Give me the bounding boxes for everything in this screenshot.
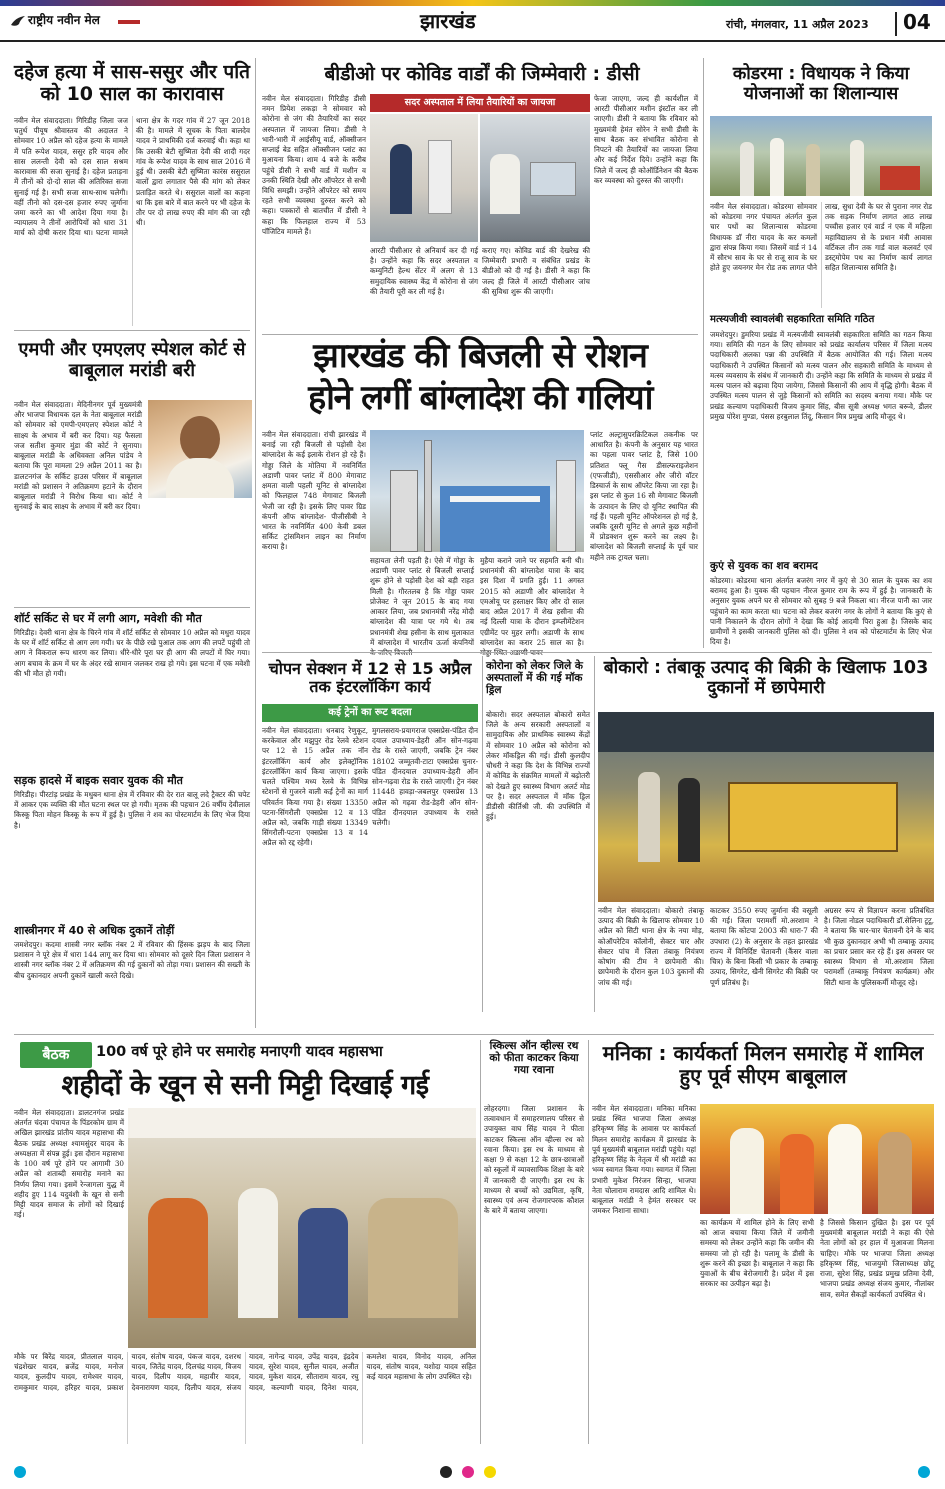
chopan-col2: मुगलसराय-प्रयागराज एक्सप्रेस-पंडित दीन दयाल उपाध्याय-डेहरी ऑन सोन-गढ़वा रोड के रास्ते जाएगी, जबकि ट्रेन नंबर 18102 जम्मूतवी-टाटा एक्सप्रेस चुनार-पंडित दीनदयाल उपाध्याय-डेहरी ऑन सोन-गढ़वा रोड के रास्ते जाएगी। ट्रेन नंबर 11448 हावड़ा-जबलपुर एक्सप्रेस 13 अप्रैल को गढ़वा रोड-डेहरी ऑन सोन-पंडित दीनदयाल उपाध्याय के रास्ते चलेगी। — [372, 726, 478, 827]
yadav-title: 100 वर्ष पूरे होने पर समारोह मनाएगी यादव महासभा — [96, 1044, 383, 1060]
dahej-headline: दहेज हत्या में सास-ससुर और पति को 10 साल का कारावास — [14, 61, 250, 105]
divider-bottom — [14, 1034, 934, 1035]
chopan-col1: नवीन मेल संवाददाता। धनबाद रेणुकूट, करकेवाल और मझुपुर रोड रेलवे स्टेशन पर 12 से 15 अप्रैल तक नॉन इंटरलॉकिंग कार्य और इलेक्ट्रॉनिक इंटरलॉकिंग कार्य किया जाएगा। इसके चलते पश्चिम मध्य रेलवे के विभिन्न स्टेशनों से गुजरने वाली कई ट्रेनों का मार्ग परिवर्तन किया गया है। संख्या 13350 पटना-सिंगरौली एक्सप्रेस 12 व 13 अप्रैल को, जबकि गाड़ी संख्या 13349 सिंगरौली-पटना एक्सप्रेस 13 व 14 अप्रैल को रद्द रहेगी। — [262, 726, 368, 848]
bdo-mid-col: कराए गए। कोविड वार्ड की देखरेख की जिम्मेवारी प्रभारी व संबंधित प्रखंड के बीडीओ को दी गई है। डीसी ने कहा कि जल्द ही जिले में आरटी पीसीआर जांच की सुविधा शुरू की जाएगी। — [482, 246, 590, 296]
page-divider — [895, 12, 897, 36]
power-plant-photo — [370, 430, 584, 552]
bokaro-col1: नवीन मेल संवाददाता। बोकारो तंबाकू उत्पाद की बिक्री के खिलाफ सोमवार 10 अप्रैल को सिटी थाना क्षेत्र के नया मोड़, कोऑपरेटिव कॉलोनी, सेक्टर चार और सेक्टर पांच में जिला तंबाकू नियंत्रण कोषांग की टीम ने छापेमारी की। छापेमारी के दौरान कुल 103 दुकानों की जांच की गई। — [598, 906, 704, 987]
matsya-subhead: मत्स्यजीवी स्वावलंबी सहकारिता समिति गठित — [710, 314, 875, 325]
manika-body2: का कार्यक्रम में शामिल होने के लिए सभी को आज बचाया किया जिले में जमीनी समस्या को लेकर उन्होंने कहा कि जमीन की समस्या जो हो रही है। पलामू के डीसी के शुरू करने की इच्छा है। बाबूलाल ने कहा कि युवाओं के बीच बेरोजगारी है। प्रदेश में इस सरकार का उत्पीड़न बढ़ा है। — [700, 1218, 814, 1289]
yadav-body: नवीन मेल संवाददाता। डालटनगंज प्रखंड अंतर्गत चंदवा पंचायत के पिंडरकोम ग्राम में अखिल झारखंड प्रांतीय यादव महासभा की बैठक प्रखंड अध्यक्ष श्यामसुंदर यादव के अध्यक्षता में संपन्न हुई। इस दौरान महासभा के 100 वर्ष पूरे होने पर आगामी 30 अप्रैल को शताब्दी समारोह मनाने का निर्णय लिया गया। इसमें रेन्जागला युद्ध में शहीद हुए 114 यदुवंशी के खून से सनी मिट्टी यादव समाज के लोगों को दिखाई गई। — [14, 1108, 124, 1220]
col-rule-right — [703, 58, 704, 648]
col-rule-left — [255, 58, 256, 1028]
divider-chopan — [262, 652, 932, 653]
col-rule-skills — [480, 1040, 481, 1444]
section-title: झारखंड — [420, 9, 476, 33]
yadav-headline: शहीदों के खून से सनी मिट्टी दिखाई गई — [61, 1070, 429, 1101]
short-circuit-body: गिरिडीह। देवरी थाना क्षेत्र के चिरने गांव में शॉर्ट सर्किट से सोमवार 10 अप्रैल को मधुरा यादव के घर में शॉर्ट सर्किट से आग लग गयी। घर के पीछे रखे पुआल तक आग की लपटें पहुंची तो आग ने विकराल रूप धारण कर लिया। धीरे-धीरे पूरा घर ही आग की लपटों में घिर गया। आग बचाव के क्रम में घर के अंदर रखे सामान जलकर राख हो गये। इस घटना में एक मवेशी की भी मौत हो गयी। — [14, 628, 250, 678]
koderma-body: नवीन मेल संवाददाता। कोडरमा सोमवार को कोडरमा नगर पंचायत अंतर्गत कुल चार पथों का शिलान्यास कोडरमा विधायक डॉ नीरा यादव के कर कमलों द्वारा संपन्न किया गया। जिसमें वार्ड नं 14 में सौरभ साव के घर से राजू साव के घर होते हुए जयनगर मेन रोड तक लागत पौने लाख, सुधा देवी के घर से पुराना नगर रोड तक सड़क निर्माण लागत आठ लाख पच्चीस हजार एवं वार्ड नं एक में महिला महाविद्यालय से के प्रधान मंत्री आवास वर्टिकल तीन तक गार्ड वाल कलवर्ट एवं डस्ट्मोपेम पथ का निर्माण कार्य लागत सहित शिलान्यास समिति है। — [710, 202, 932, 273]
masthead — [0, 8, 945, 42]
sadak-body: गिरिडीह। पीरटांड़ प्रखंड के मधुबन थाना क्षेत्र में रविवार की देर रात बालू लदे ट्रैक्टर की चपेट में आकर एक व्यक्ति की मौत घटना स्थल पर हो गयी। मृतक की पहचान 26 वर्षीय देवीलाल किस्कू पिता मोहन किस्कू के रूप में हुई है। पुलिस ने शव का पोस्टमार्टम के लिए भेज दिया है। — [14, 790, 250, 830]
date-line: रांची, मंगलवार, 11 अप्रैल 2023 — [726, 18, 869, 31]
col-rule-bokaro — [594, 656, 595, 1012]
koderma-headline: कोडरमा : विधायक ने किया योजनाओं का शिलान्यास — [732, 64, 910, 105]
chopan-banner-text: कई ट्रेनों का रूट बदला — [328, 707, 412, 718]
yadav-kicker-box — [20, 1042, 92, 1068]
marandi-photo — [148, 400, 252, 498]
chopan-headline: चोपन सेक्शन में 12 से 15 अप्रैल तक इंटरलॉकिंग कार्य — [268, 659, 472, 697]
bdo-caption-bar — [370, 94, 590, 112]
bdo-caption-body: आरटी पीसीआर से अनिवार्य कर दी गई है। उन्होंने कहा कि सदर अस्पताल व कम्युनिटी हेल्थ सेंटर में अलग से 13 समुदायिक स्वास्थ्य केंद्र में कोरोना से जंग की तैयारी पूरी कर ली गई है। — [370, 246, 478, 296]
koderma-photo — [710, 116, 932, 196]
divider-1 — [14, 330, 250, 331]
corona-body: बोकारो। सदर अस्पताल बोकारो समेत जिले के अन्य सरकारी अस्पतालों व सामुदायिक और प्राथमिक स्वास्थ्य केंद्रों में सोमवार 10 अप्रैल को कोरोना को लेकर मॉकड्रिल की गई। डीसी कुलदीप चौधरी ने कहा कि देश के विभिन्न राज्यों में कोविड के संक्रमित मामलों में बढ़ोतरी को देखते हुए स्वास्थ्य विभाग अलर्ट मोड पर है। सदर अस्पताल में मॉक ड्रिल डीडीसी कीर्तिश्री जी. की उपस्थिति में हुई। — [486, 710, 590, 822]
divider-2 — [14, 607, 250, 608]
bijli-col3: मुहैया कराने जाने पर सहमति बनी थी। प्रधानमंत्री की बांग्लादेश यात्रा के बाद इस दिशा में प्रगति हुई। 11 अगस्त 2015 को अडाणी और बांग्लादेश ने एमओयू पर हस्ताक्षर किए और दो साल बाद अप्रैल 2017 में शेख हसीना की नई दिल्ली यात्रा के दौरान इम्प्लीमेंटेशन एग्रीमेंट पर मुहर लगी। अडाणी के साथ बांग्लादेश का करार 25 साल का है। — [480, 556, 584, 647]
bdo-caption: सदर अस्पताल में लिया तैयारियों का जायजा — [404, 97, 556, 108]
bdo-photo-1 — [370, 114, 478, 242]
paper-name: राष्ट्रीय नवीन मेल — [28, 13, 100, 27]
color-strip — [0, 0, 945, 6]
bijli-headline-1: झारखंड की बिजली से रोशन — [313, 336, 647, 376]
underline-mark — [118, 20, 140, 24]
yadav-kicker: बैठक — [42, 1047, 70, 1063]
page-number: 04 — [903, 10, 931, 34]
bdo-left-col: नवीन मेल संवाददाता। गिरिडीह डीसी नमन प्रियेश लकड़ा ने सोमवार को कोरोना से जंग की तैयारियों का सदर अस्पताल में जायजा लिया। डीसी ने भारी-भारी में आईसीयू वार्ड, ऑक्सीजन सप्लाई बेड सहित ऑक्सीजन प्लांट का मुआयना किया। शाम 4 बजे के करीब पहुंचे डीसी ने सभी वार्ड में मशीन व उनकी स्थिति देखी और ऑपरेटर से सभी विधि समझी। उन्होंने ऑपरेटर को समय रहते सभी व्यवस्था दुरुस्त करने को कहा। पत्रकारों से बातचीत में डीसी ने कहा कि फिलहाल राज्य में 53 पॉजिटिव मामले हैं। — [262, 94, 366, 236]
manika-headline: मनिका : कार्यकर्ता मिलन समारोह में शामिल हुए पूर्व सीएम बाबूलाल — [602, 1041, 924, 1088]
bijli-headline-2: होने लगीं बांग्लादेश की गलियां — [308, 378, 652, 418]
color-registration-bar — [0, 1462, 945, 1480]
corona-headline: कोरोना को लेकर जिले के अस्पतालों में की गई मॉक ड्रिल — [486, 660, 583, 697]
yadav-names: मौके पर बिरेंद्र यादव, प्रीतलाल यादव, चंद्रशेखर यादव, ब्रजेंद्र यादव, मनोज यादव, कुलदीप यादव, रामेश्वर यादव, रामकुमार यादव, हरिहर यादव, प्रकाश यादव, संतोष यादव, पंकज यादव, दशरथ यादव, जितेंद्र यादव, दिलचंद्र यादव, विजय यादव, दिलीप यादव, महावीर यादव, देवनारायण यादव, दिलीप यादव, संजय यादव, नागेन्द्र यादव, उपेंद्र यादव, इंद्रदेव यादव, सुरेश यादव, सुनील यादव, अजीत यादव, मुकेश यादव, सीताराम यादव, रघु यादव, कल्याणी यादव, दिनेश यादव, कमलेश यादव, विनोद यादव, अनिल यादव, संतोष यादव, यशोदा यादव सहित कई यादव महासभा के लोग उपस्थित रहे। — [14, 1352, 476, 1392]
col-rule-manika — [588, 1040, 589, 1444]
bird-logo-icon — [10, 14, 26, 28]
shastri-subhead: शास्त्रीनगर में 40 से अधिक दुकानें तोड़ीं — [14, 924, 175, 937]
skills-body: लोहरदगा। जिला प्रशासन के तत्वावधान में समाहरणालय परिसर से उपायुक्त वाघ सिंह यादव ने फीता काटकर स्किल्स ऑन व्हील्स रथ को रवाना किया। इस रथ के माध्यम से कक्षा 9 से कक्षा 12 के छात्र-छात्राओं को स्कूलों में व्यावसायिक शिक्षा के बारे में जानकारी दी जाएगी। इस रथ के माध्यम से बच्चों को उद्यमिता, कृषि, स्वास्थ्य एवं अन्य रोजगारपरक कौशल के बारे में बताया जाएगा। — [484, 1104, 584, 1216]
bokaro-col2: काटकर 3550 रुपए जुर्माना की वसूली की गई। जिला परामर्शी मो.अरशाम ने बताया कि कोटपा 2003 की धारा-7 की उपधारा (2) के अनुसार के तहत झारखंड राज्य में विनिर्दिष्ट चेतावनी (कैंसर वाला चित्र) के बिना किसी भी प्रकार के तम्बाकू उत्पाद, सिगरेट, खैनी सिगरेट की बिक्री पर पूर्ण प्रतिबंध है। — [710, 906, 818, 987]
bijli-col1: नवीन मेल संवाददाता। रांची झारखंड में बनाई जा रही बिजली से पड़ोसी देश बांग्लादेश के कई इलाके रोशन हो रहे हैं। गोड्डा जिले के मोतिया में नवनिर्मित अडाणी पावर प्लांट में 800 मेगावाट क्षमता वाली पहली यूनिट से बांग्लादेश को फिलहाल 748 मेगावाट बिजली भेजी जा रही है। इसके लिए पावर ग्रिड कंपनी ऑफ बांग्लादेश- पीजीसीबी ने भारत के नवनिर्मित 400 केवी डबल सर्किट ट्रांसमिशन लाइन का निर्माण कराया है। — [262, 430, 366, 552]
short-circuit-subhead: शॉर्ट सर्किट से घर में लगी आग, मवेशी की मौत — [14, 612, 202, 625]
mp-mla-headline: एमपी और एमएलए स्पेशल कोर्ट से बाबूलाल मरांडी बरी — [18, 339, 246, 381]
manika-body: नवीन मेल संवाददाता। मनिका मनिका प्रखंड स्थित भाजपा जिला अध्यक्ष हरिकृष्ण सिंह के आवास पर कार्यकर्ता मिलन समारोह कार्यक्रम में झारखंड के पूर्व मुख्यमंत्री बाबूलाल मरांडी पहुंचे। यहां हरिकृष्ण सिंह के नेतृत्व में श्री मरांडी का भव्य स्वागत किया गया। स्वागत में जिला प्रभारी मुकेश निरंजन सिन्हा, भाजपा नेता चोलाराम रामदास आदि शामिल थे। बाबूलाल मरांडी ने हेमंत सरकार पर जमकर निशाना साधा। — [592, 1104, 696, 1216]
sadak-subhead: सड़क हादसे में बाइक सवार युवक की मौत — [14, 774, 183, 787]
manika-body3: है जिससे किसान दुखित है। इस पर पूर्व मुख्यमंत्री बाबूलाल मरांडी ने कहा की ऐसे नेता लोगों को हर हाल में मुआवजा मिलना चाहिए। मौके पर भाजपा जिला अध्यक्ष हरिकृष्ण सिंह, भाजयुमो जिलाध्यक्ष छोटू राजा, सुरेश सिंह, प्रखंड प्रमुख प्रतिमा देवी, भाजपा प्रखंड अध्यक्ष संजय कुमार, नीलांबर साव, समेत सैकड़ों कार्यकर्ता उपस्थित थे। — [820, 1218, 934, 1299]
bdo-photo-2 — [480, 114, 590, 242]
bijli-col4: प्लांट अल्ट्रासुपरक्रिटिकल तकनीक पर आधारित है। कंपनी के अनुसार यह भारत का पहला पावर प्लांट है, जिसे 100 प्रतिशत फ्लू गैस डीसल्फराइजेशन (एफजीडी), एससीआर और जीरो वॉटर डिस्चार्ज के साथ ऑपरेट किया जा रहा है। इस प्लांट से कुल 16 सौ मेगावाट बिजली के उत्पादन के लिए दो यूनिट स्थापित की गई हैं। पहली यूनिट ऑपरेशनल हो गई है, जबकि दूसरी यूनिट से अगले कुछ महीनों में प्रोडक्शन शुरू करने का लक्ष्य है। बांग्लादेश को बिजली सप्लाई के पूर्व चार महीने तक ट्रायल चला। — [590, 430, 698, 562]
bdo-right-col: फेजा जाएगा, जल्द ही कार्यशील में आरटी पीसीआर मशीन इंस्टॉल कर ली जाएगी। डीसी ने बताया कि रविवार को मुख्यमंत्री हेमंत सोरेन ने सभी डीसी के साथ बैठक कर संभावित कोरोना से निपटने की तैयारियों का जायजा लिया और कई निर्देश दिये। उन्होंने कहा कि जिले में जल्द ही कोऑर्डिनेशन की बैठक कर व्यवस्था को दुरुस्त की जाएगी। — [594, 94, 698, 185]
bdo-headline: बीडीओ पर कोविड वार्डों की जिम्मेवारी : डीसी — [324, 63, 640, 85]
bokaro-headline: बोकारो : तंबाकू उत्पाद की बिक्री के खिलाफ 103 दुकानों में छापेमारी — [603, 658, 929, 699]
bijli-col2: सहायता लेनी पड़ती है। ऐसे में गोड्डा के अडाणी पावर प्लांट से बिजली सप्लाई शुरू होने से पड़ोसी देश को बड़ी राहत मिली है। गौरतलब है कि गोड्डा पावर प्रोजेक्ट ने जून 2015 के बाद गया आकार लिया, जब प्रधानमंत्री नरेंद्र मोदी बांग्लादेश की यात्रा पर गये थे। तब प्रधानमंत्री शेख हसीना के साथ मुलाकात में बांग्लादेश में भारतीय ऊर्जा कंपनियों — [370, 556, 474, 647]
matsya-body: जमशेदपुर। डुमरिया प्रखंड में मत्स्यजीवी स्वावलंबी सहकारिता समिति का गठन किया गया। समिति की गठन के लिए सोमवार को प्रखंड कार्यालय परिसर में जिला मत्स्य पदाधिकारी अलका पन्ना की उपस्थिति में बैठक आयोजित की गई। जिला मत्स्य पदाधिकारी ने उपस्थित किसानों को मत्स्य पालन और सहकारी समिति के माध्यम से मत्स्य व्यवसाय के संबंध में जानकारी दी। उन्होंने कहा कि समिति के माध्यम से प्रखंड में मत्स्य पालन को बढ़ावा दिया जायेगा, जिससे किसानों की आय में वृद्धि होगी। बैठक में उपस्थित मत्स्य पालन से जुड़े किसानों को समिति का सदस्य बनाया गया। मौके पर प्रखंड कल्याण पदाधिकारी विजय कुमार सिंह, बीस सूत्री अध्यक्ष भगत बरूवे, डीलर प्रमुख पोरेश मुण्डा, पंसस हरबुलाल तिंदू, किसान मित्र प्रमुख आदि मौजूद थे। — [710, 330, 932, 421]
skills-headline: स्किल्स ऑन व्हील्स रथ को फीता काटकर किया गया रवाना — [489, 1040, 579, 1077]
chopan-banner — [262, 704, 478, 722]
shop-photo — [598, 712, 934, 902]
manika-photo — [700, 1104, 934, 1214]
kuan-subhead: कुएं से युवक का शव बरामद — [710, 560, 818, 572]
dahej-body: नवीन मेल संवाददाता। गिरिडीह जिला जज चतुर्थ पीयूष श्रीवास्तव की अदालत ने सोमवार 10 अप्रैल को दहेज हत्या के मामले में पति रूपेश यादव, ससुर हरि यादव और सास ललन्ती देवी को दस साल सश्रम कारावास की सजा सुनाई है। दहेज प्रताड़ना में तीनों को दो-दो साल की अतिरिक्त सजा सुनाई गई है। सभी सजा साथ-साथ चलेगी। वहीं तीनो को दस-दस हजार रुपए जुर्माना जमा करने का भी आदेश दिया गया है। न्यायालय ने तीनों आरोपियों को धारा 31 मार्च को दोषी करार दिया था। घटना मामले थाना क्षेत्र के गदर गांव में 27 जून 2018 की है। मामले में सूचक के पिता बालदेव यादव ने प्राथमिकी दर्ज करवाई थी। कहा था कि उसकी बेटी सुष्मिता देवी की शादी गदर गांव के रूपेश यादव के साथ साल 2016 में हुई थी। उसकी बेटी सुष्मिता कारंस ससुराल वालों द्वारा लगातार पैसे की मांग को लेकर प्रताड़ित करते थे। ससुराल वालों का कहना था कि इस बारे में बात करने पर भी दहेज के तौर पर दो लाख रुपए की मांग की जा रही थी। — [14, 116, 250, 238]
bokaro-col3: अग्रसर रूप से विज्ञापन करना प्रतिबंधित है। जिला नोडल पदाधिकारी डॉ.सेलिना टूटू, ने बताया कि चार-चार चेतावनी देने के बाद भी कुछ दुकानदार अभी भी तम्बाकू उत्पाद का प्रचार प्रसार कर रहे हैं। इस अवसर पर स्वास्थ्य विभाग से मो.अरशाम जिला परामर्शी (तम्बाकू नियंत्रण कार्यक्रम) और सिटी थाना के पुलिसकर्मी मौजूद रहे। — [824, 906, 934, 987]
shastri-body: जमशेदपुर। कदमा शास्त्री नगर ब्लॉक नंबर 2 में रविवार की हिंसक झड़प के बाद जिला प्रशासन ने पूरे क्षेत्र में धारा 144 लागू कर दिया था। सोमवार को दूसरे दिन जिला प्रशासन ने शास्त्री नगर ब्लॉक नंबर 2 में अतिक्रमण की गई दुकानों को तोड़ा गया। प्रशासन की सख्ती के बीच दुकानदार अपनी दुकानें खाली करते दिखे। — [14, 940, 250, 980]
yadav-photo — [128, 1108, 476, 1348]
col-rule-corona — [482, 656, 483, 1012]
divider-bijli — [262, 334, 698, 335]
mp-mla-body: नवीन मेल संवाददाता। मेदिनीनगर पूर्व मुख्यमंत्री और भाजपा विधायक दल के नेता बाबूलाल मरांडी को सोमवार को एमपी-एमएलए स्पेशल कोर्ट ने साक्ष्य के अभाव में बरी कर दिया। यह फैसला जज सतीश कुमार मुंडा की कोर्ट ने सुनाया। बाबूलाल मरांडी के अधिवक्ता अनिल पांडेय ने बताया कि पूरा मामला 29 अप्रैल 2011 का है। डालटनगंज के सर्किट हाउस परिसर में बाबूलाल मरांडी को प्रशासन ने अतिक्रमण हटाने के दौरान बाबूलाल मरांडी ने विरोध किया था। कोर्ट ने सुनवाई के बाद साक्ष्य के अभाव में बरी कर दिया। — [14, 400, 142, 512]
kuan-body: कोडरमा। कोडरमा थाना अंतर्गत बजरंग नगर में कुएं से 30 साल के युवक का शव बरामद हुआ है। युवक की पहचान नीरज कुमार राम के रूप में हुई है। जानकारी के अनुसार युवक अपने घर से सोमवार को सुबह 9 बजे निकला था। नीरज पानी का जार पहुंचाने का काम करता था। घटना को लेकर बजरंग नगर के लोगों ने बताया कि कुएं से पानी निकालने के दौरान लोगों ने देखा कि कोई आदमी पिरा हुआ है। जिसके बाद ग्रामीणों ने इसकी जानकारी पुलिस को दी। पुलिस ने शव को पोस्टमार्टम के लिए भेज दिया है। — [710, 576, 932, 647]
